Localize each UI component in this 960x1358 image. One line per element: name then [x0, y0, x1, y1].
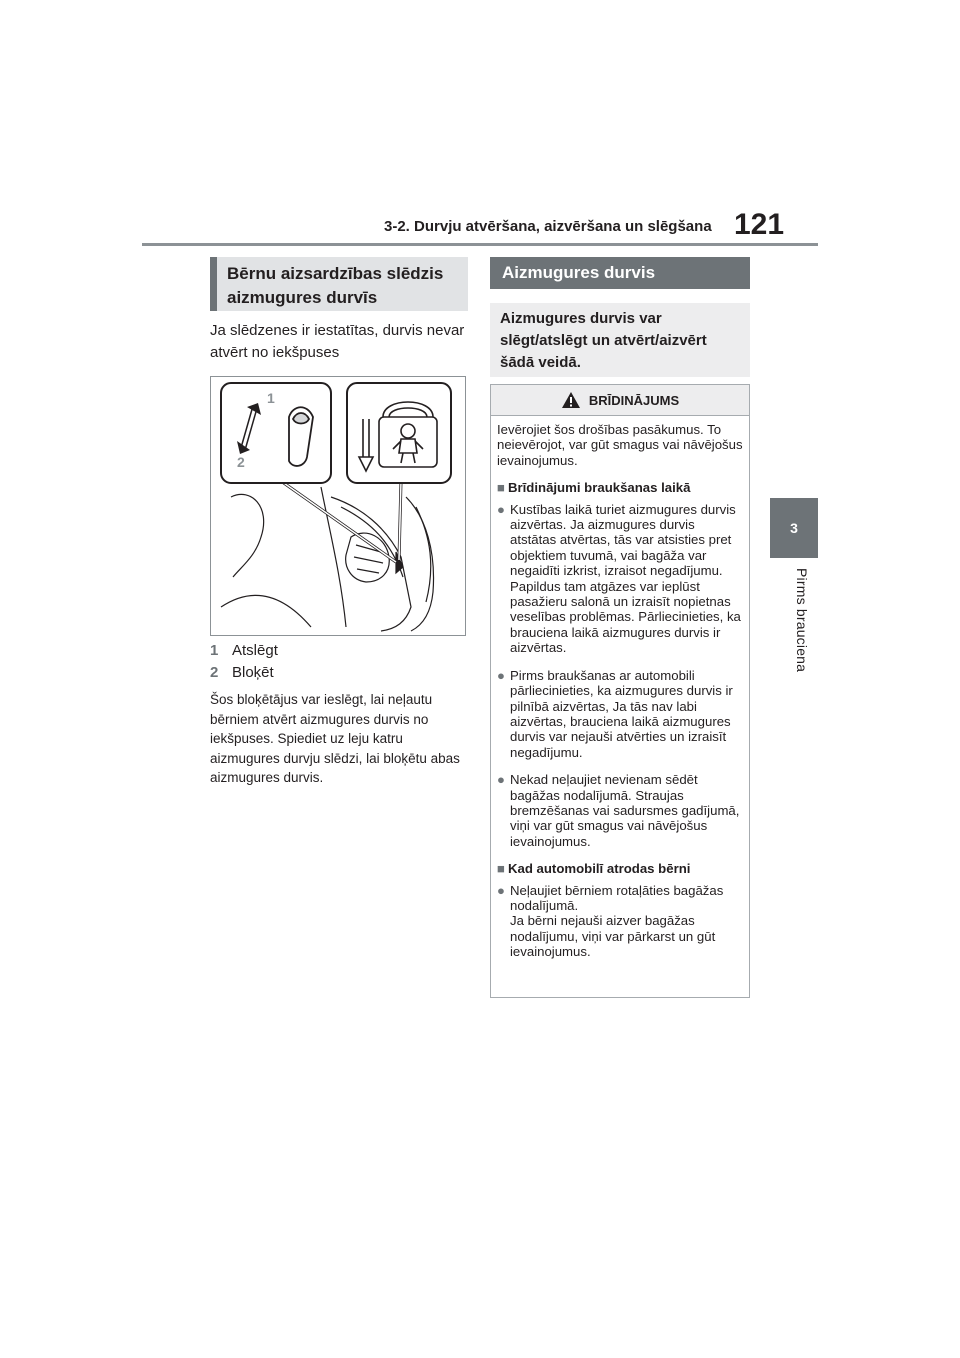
warning-header — [491, 385, 749, 416]
back-door-subheading: Aizmugures durvis var slēgt/atslēgt un atvērt/aizvērt šādā veidā. — [490, 303, 750, 377]
child-lock-heading: Bērnu aizsardzības slēdzis aizmugures durvīs — [210, 257, 468, 311]
callout-unlock — [210, 640, 470, 662]
warning-bullet-text: Neļaujiet bērniem rotaļāties bagāžas nodalījumā. Ja bērni nejauši aizver bagāžas nodalījumu, viņi var pārkarst un gūt ievainojumus. — [510, 882, 724, 960]
chapter-number: 3 — [790, 520, 798, 536]
circle-bullet-icon: ● — [497, 772, 505, 788]
header-section-title: 3-2. Durvju atvēršana, aizvēršana un slēgšana — [384, 218, 712, 235]
warning-section-heading — [497, 480, 743, 495]
back-door-heading: Aizmugures durvis — [490, 257, 750, 289]
figure-callout-1: 1 — [267, 390, 275, 406]
square-bullet-icon: ■ — [497, 480, 505, 496]
callout-list — [210, 640, 470, 684]
warning-bullet-text: Nekad neļaujiet nevienam sēdēt bagāžas nodalījumā. Straujas bremzēšanas vai sadursmes gadījumā, viņi var gūt smagus vai nāvējošus ievainojumus. — [510, 772, 740, 849]
child-lock-intro: Ja slēdzenes ir iestatītas, durvis nevar atvērt no iekšpuses — [210, 322, 465, 361]
child-lock-description: Šos bloķētājus var ieslēgt, lai neļautu bērniem atvērt aizmugures durvis no iekšpuses. Spiediet uz leju katru aizmugures durvju slēdzi, lai bloķētu abas aizmugures durvis. — [210, 692, 460, 785]
warning-body — [491, 416, 749, 960]
figure-callout-2: 2 — [237, 454, 245, 470]
warning-triangle-icon — [561, 391, 581, 409]
warning-section-heading-text: Brīdinājumi braukšanas laikā — [507, 480, 691, 496]
circle-bullet-icon: ● — [497, 667, 505, 683]
warning-bullet-text: Pirms braukšanas ar automobili pārliecinieties, ka aizmugures durvis ir pilnībā aizvērtas, Ja tās nav labi aizvērtas, brauciena laikā aizmugures durvis var nejauši atvērties un izraisīt negadījumu. — [510, 667, 733, 760]
child-lock-illustration — [210, 376, 466, 636]
chapter-tab — [770, 498, 818, 558]
page-number: 121 — [734, 208, 785, 241]
warning-bullet — [497, 883, 743, 960]
circle-bullet-icon: ● — [497, 501, 505, 517]
square-bullet-icon: ■ — [497, 861, 505, 877]
warning-box — [490, 384, 750, 998]
warning-intro: Ievērojiet šos drošības pasākumus. To neievērojot, var gūt smagus vai nāvējošus ievainojumus. — [497, 422, 743, 468]
circle-bullet-icon: ● — [497, 882, 505, 898]
warning-section-heading-text: Kad automobilī atrodas bērni — [507, 861, 691, 877]
chapter-label: Pirms brauciena — [794, 568, 810, 673]
warning-bullet — [497, 502, 743, 656]
header-divider — [142, 243, 818, 246]
callout-label: Bloķēt — [232, 664, 274, 681]
warning-bullet — [497, 772, 743, 849]
callout-number: 1 — [210, 642, 219, 659]
warning-section-heading — [497, 861, 743, 876]
warning-title: BRĪDINĀJUMS — [588, 392, 680, 408]
callout-number: 2 — [210, 664, 219, 681]
callout-lock — [210, 662, 470, 684]
warning-bullet — [497, 668, 743, 760]
callout-label: Atslēgt — [232, 642, 278, 659]
warning-bullet-text: Kustības laikā turiet aizmugures durvis aizvērtas. Ja aizmugures durvis atstātas atvērtas, tās var atsisties pret objektiem tuvumā, vai bagāža var negaidīti izkrist, izraisot negadījumu. Papildus tam atgāzes var ieplūst pasažieru salonā un izraisīt nopietnas veselības problēmas. Pārliecinieties, ka brauciena laikā aizmugures durvis ir aizvērtas. — [510, 501, 741, 656]
